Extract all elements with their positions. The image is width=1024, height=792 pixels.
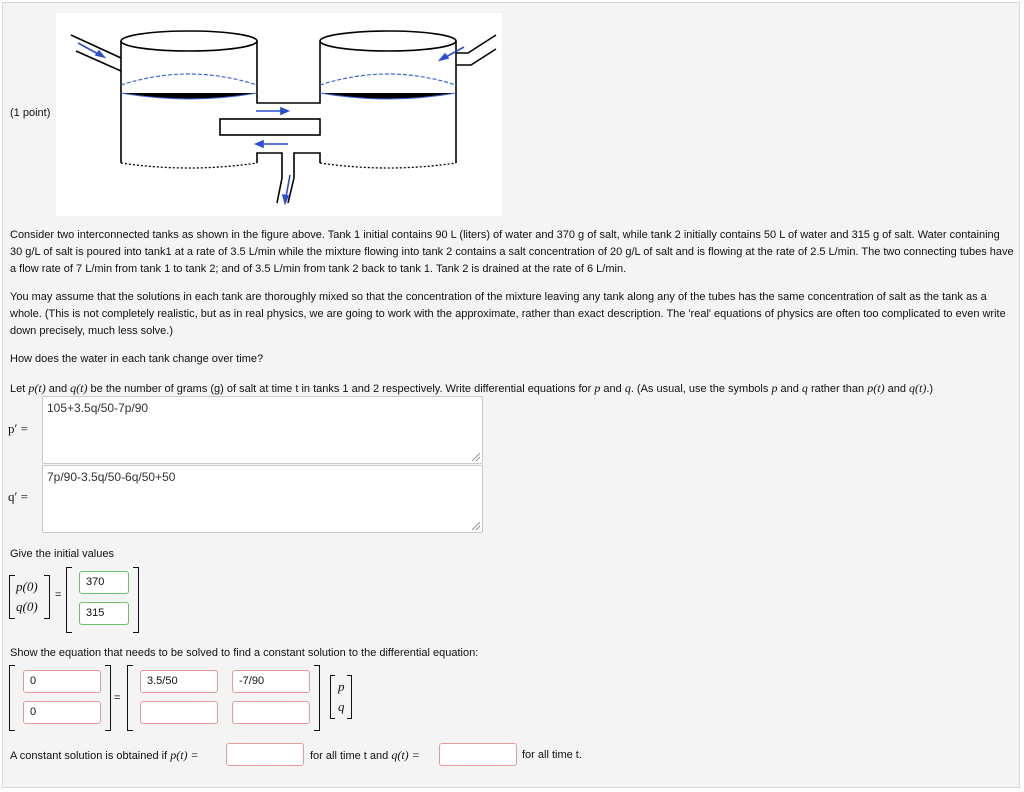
tank-figure: [56, 13, 502, 216]
connecting-tube: [220, 119, 320, 135]
left-bracket: [9, 575, 15, 619]
q0-input[interactable]: 315: [79, 602, 129, 625]
tanks-diagram: [56, 13, 502, 216]
tank2-top: [320, 31, 456, 51]
equals-sign: =: [55, 589, 62, 601]
point-value: (1 point): [10, 107, 51, 119]
initial-values-title: Give the initial values: [10, 548, 114, 560]
left-bracket: [66, 567, 72, 633]
matrix-input-21[interactable]: [140, 701, 218, 724]
equals-sign: =: [114, 692, 121, 704]
constant-solution-mid: for all time t and q(t) =: [310, 748, 420, 762]
right-bracket: [314, 665, 320, 731]
arrow-drain: [286, 175, 290, 197]
q-prime-answer[interactable]: [42, 465, 483, 533]
resize-grip-icon[interactable]: [472, 453, 480, 461]
p0-input[interactable]: 370: [79, 571, 129, 594]
problem-text-1: Consider two interconnected tanks as shown in the figure above. Tank 1 initial contains 90 L (liters) of water and 370 g of salt, while tank 2 initially contains 50 L of water and 315 g of salt. Water containing 30 g/L of salt is poured into tank1 at a rate of 3.5 L/min while the mixture flowing into tank 2 contains a salt concentration of 20 g/L of salt and is flowing at the rate of 2.5 L/min. The two connecting tubes have a flow rate of 7 L/min from tank 1 to tank 2; and of 3.5 L/min from tank 2 back to tank 1. Tank 2 is drained at the rate of 6 L/min.: [10, 229, 1014, 275]
right-bracket: [133, 567, 139, 633]
left-bracket: [9, 665, 15, 731]
constant-eq-title: Show the equation that needs to be solved to find a constant solution to the differential equation:: [10, 647, 479, 659]
matrix-input-22[interactable]: [232, 701, 310, 724]
left-bracket: [330, 675, 335, 719]
vector-q: q: [338, 699, 345, 714]
constant-solution-prefix: A constant solution is obtained if p(t) =: [10, 748, 199, 762]
water-level-2: [320, 74, 456, 85]
resize-grip-icon[interactable]: [472, 522, 480, 530]
problem-text-2: You may assume that the solutions in each tank are thoroughly mixed so that the concentration of the mixture leaving any tank along any of the tubes has the same concentration of salt as the tank as a whole. (This is not completely realistic, but as in real physics, we are going to work with the approximate, rather than exact description. The 'real' equations of physics are often too complicated to even write down precisely, much less solve.): [10, 291, 1006, 337]
q0-label: q(0): [16, 599, 38, 614]
problem-text-4: Let p(t) and q(t) be the number of grams (g) of salt at time t in tanks 1 and 2 respectively. Write differential equations for p and q. (As usual, use the symbols p and q rather than p(t) and q(t).): [10, 381, 934, 395]
matrix-input-12[interactable]: -7/90: [232, 670, 310, 693]
q-prime-label: q′ =: [8, 489, 28, 504]
vector-p: p: [338, 679, 345, 694]
p-prime-label: p′ =: [8, 421, 28, 436]
tank1-top: [121, 31, 257, 51]
p-prime-expression: 105+3.5q/50-7p/90: [47, 401, 149, 415]
q-prime-expression: 7p/90-3.5q/50-6q/50+50: [47, 470, 176, 484]
constant-solution-suffix: for all time t.: [522, 749, 582, 761]
lhs-input-1[interactable]: 0: [23, 670, 101, 693]
right-bracket: [105, 665, 111, 731]
lhs-input-2[interactable]: 0: [23, 701, 101, 724]
inflow-pipe-2: [456, 35, 496, 65]
problem-panel: [2, 2, 1020, 788]
q-constant-input[interactable]: [439, 743, 517, 766]
matrix-input-11[interactable]: 3.5/50: [140, 670, 218, 693]
problem-text-3: How does the water in each tank change over time?: [10, 353, 264, 365]
water-level-1: [121, 74, 257, 85]
right-bracket: [44, 575, 50, 619]
p-constant-input[interactable]: [226, 743, 304, 766]
p-prime-answer[interactable]: [42, 396, 483, 464]
p0-label: p(0): [16, 579, 38, 594]
left-bracket: [127, 665, 133, 731]
right-bracket: [347, 675, 352, 719]
